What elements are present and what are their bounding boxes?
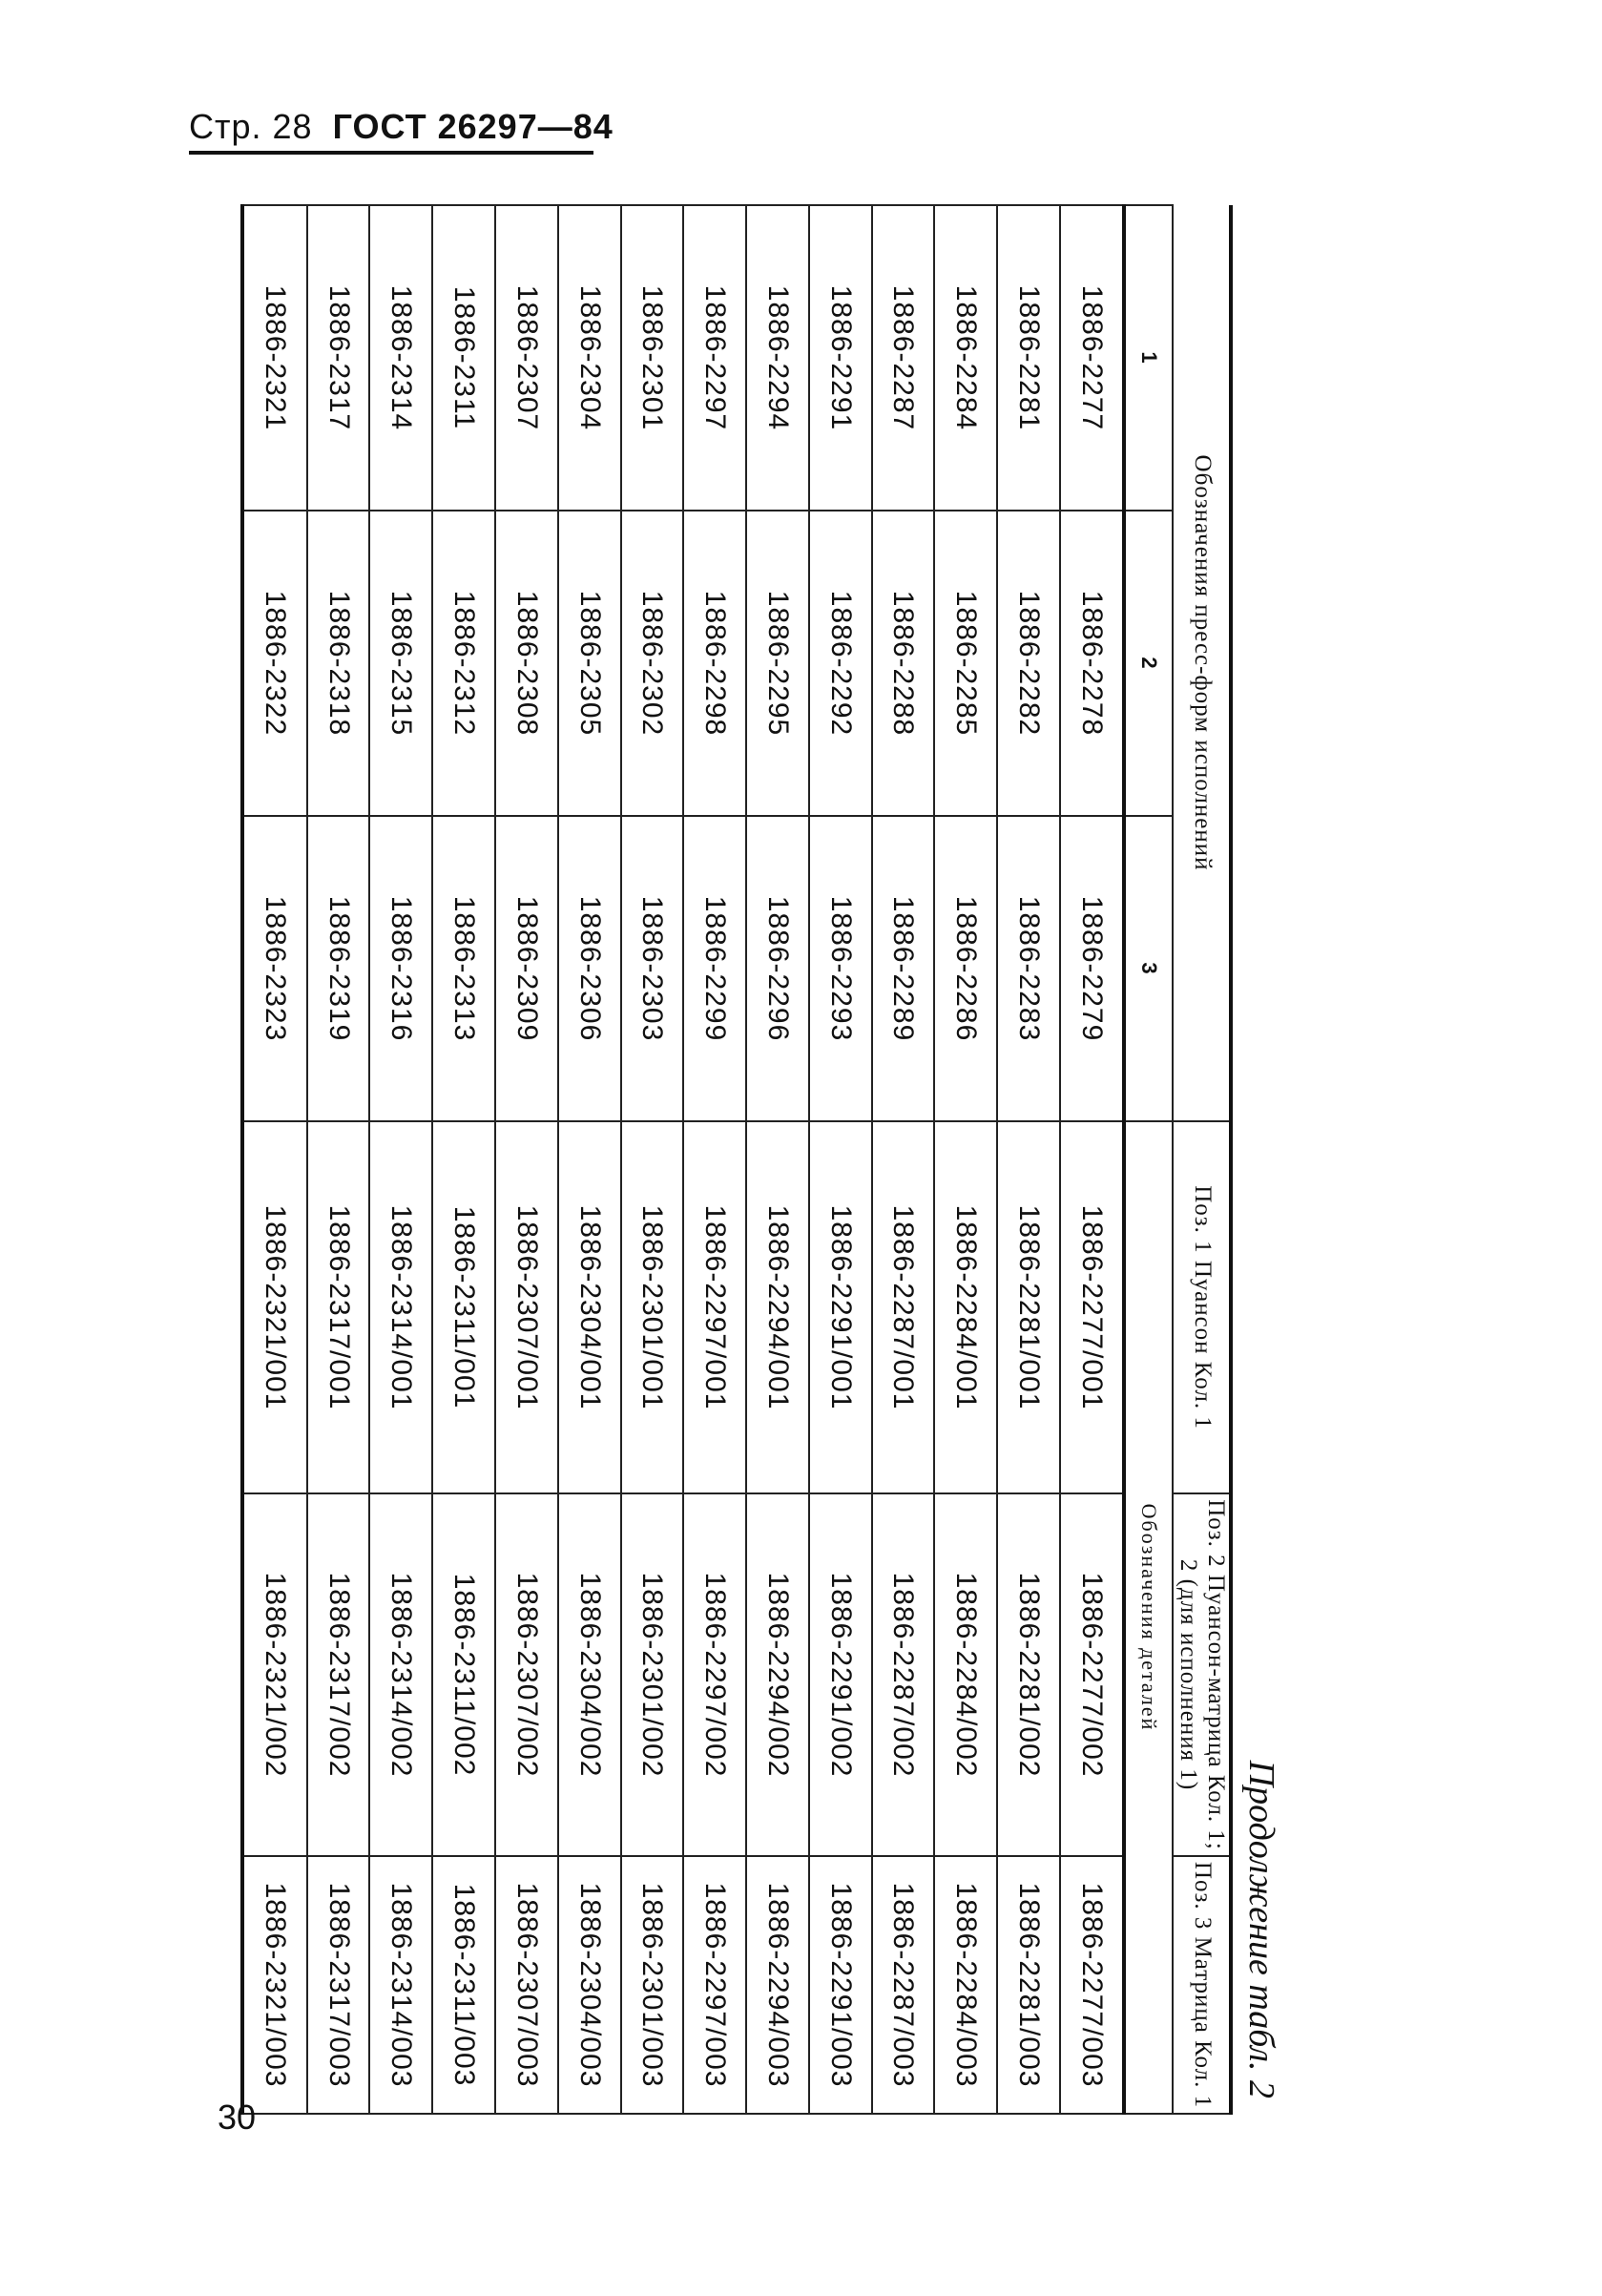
cell-design-2: 1886-2278 xyxy=(1060,511,1125,816)
table-row xyxy=(558,205,621,2114)
cell-design-1: 1886-2287 xyxy=(872,205,935,511)
group-header-designs: Обозначения пресс-форм исполнений xyxy=(1174,205,1232,1121)
cell-design-2: 1886-2318 xyxy=(307,511,370,816)
cell-design-3: 1886-2299 xyxy=(683,816,746,1121)
cell-pos2-punch-die: 1886-2281/002 xyxy=(997,1493,1060,1856)
cell-design-2: 1886-2308 xyxy=(495,511,558,816)
cell-design-2: 1886-2312 xyxy=(432,511,495,816)
subheader-details: Обозначения деталей xyxy=(1125,1121,1174,2114)
cell-design-1: 1886-2317 xyxy=(307,205,370,511)
table-row xyxy=(997,205,1060,2114)
cell-pos2-punch-die: 1886-2321/002 xyxy=(242,1493,307,1856)
cell-pos2-punch-die: 1886-2291/002 xyxy=(809,1493,872,1856)
cell-pos2-punch-die: 1886-2307/002 xyxy=(495,1493,558,1856)
cell-design-1: 1886-2301 xyxy=(621,205,684,511)
cell-design-3: 1886-2283 xyxy=(997,816,1060,1121)
cell-pos2-punch-die: 1886-2297/002 xyxy=(683,1493,746,1856)
rotated-table-block xyxy=(227,204,1286,2113)
cell-design-3: 1886-2313 xyxy=(432,816,495,1121)
cell-pos1-punch: 1886-2294/001 xyxy=(746,1121,809,1493)
cell-pos3-die: 1886-2294/003 xyxy=(746,1856,809,2114)
cell-pos1-punch: 1886-2304/001 xyxy=(558,1121,621,1493)
cell-design-1: 1886-2294 xyxy=(746,205,809,511)
cell-pos2-punch-die: 1886-2284/002 xyxy=(934,1493,997,1856)
cell-pos2-punch-die: 1886-2311/002 xyxy=(432,1493,495,1856)
cell-design-3: 1886-2319 xyxy=(307,816,370,1121)
cell-pos2-punch-die: 1886-2294/002 xyxy=(746,1493,809,1856)
cell-pos3-die: 1886-2297/003 xyxy=(683,1856,746,2114)
table-row xyxy=(683,205,746,2114)
col-header-pos1: Поз. 1 Пуансон Кол. 1 xyxy=(1174,1121,1232,1493)
cell-design-3: 1886-2306 xyxy=(558,816,621,1121)
col-header-3: 3 xyxy=(1125,816,1174,1121)
table-row xyxy=(1060,205,1125,2114)
cell-design-3: 1886-2303 xyxy=(621,816,684,1121)
cell-pos1-punch: 1886-2284/001 xyxy=(934,1121,997,1493)
cell-pos2-punch-die: 1886-2314/002 xyxy=(369,1493,432,1856)
cell-pos3-die: 1886-2304/003 xyxy=(558,1856,621,2114)
page-header xyxy=(189,107,614,147)
cell-pos3-die: 1886-2277/003 xyxy=(1060,1856,1125,2114)
cell-pos1-punch: 1886-2321/001 xyxy=(242,1121,307,1493)
col-header-pos2: Поз. 2 Пуансон-матрица Кол. 1; 2 (для исполнения 1) xyxy=(1174,1493,1232,1856)
cell-pos3-die: 1886-2284/003 xyxy=(934,1856,997,2114)
cell-design-1: 1886-2314 xyxy=(369,205,432,511)
col-header-1: 1 xyxy=(1125,205,1174,511)
table-row xyxy=(432,205,495,2114)
table-row xyxy=(495,205,558,2114)
cell-pos3-die: 1886-2301/003 xyxy=(621,1856,684,2114)
cell-design-2: 1886-2292 xyxy=(809,511,872,816)
standard-number: ГОСТ 26297—84 xyxy=(332,107,614,146)
table-row xyxy=(242,205,307,2114)
cell-design-2: 1886-2285 xyxy=(934,511,997,816)
cell-pos1-punch: 1886-2301/001 xyxy=(621,1121,684,1493)
cell-design-1: 1886-2311 xyxy=(432,205,495,511)
cell-design-3: 1886-2279 xyxy=(1060,816,1125,1121)
cell-pos2-punch-die: 1886-2317/002 xyxy=(307,1493,370,1856)
cell-pos3-die: 1886-2281/003 xyxy=(997,1856,1060,2114)
cell-pos2-punch-die: 1886-2277/002 xyxy=(1060,1493,1125,1856)
table-caption: Продолжение табл. 2 xyxy=(1241,1760,1281,2098)
cell-design-1: 1886-2281 xyxy=(997,205,1060,511)
cell-pos3-die: 1886-2291/003 xyxy=(809,1856,872,2114)
cell-pos3-die: 1886-2321/003 xyxy=(242,1856,307,2114)
cell-pos1-punch: 1886-2311/001 xyxy=(432,1121,495,1493)
cell-design-1: 1886-2291 xyxy=(809,205,872,511)
cell-pos1-punch: 1886-2287/001 xyxy=(872,1121,935,1493)
cell-design-3: 1886-2293 xyxy=(809,816,872,1121)
cell-design-2: 1886-2282 xyxy=(997,511,1060,816)
cell-design-3: 1886-2309 xyxy=(495,816,558,1121)
page-label: Стр. 28 xyxy=(189,107,313,146)
cell-pos3-die: 1886-2314/003 xyxy=(369,1856,432,2114)
cell-design-2: 1886-2288 xyxy=(872,511,935,816)
cell-design-3: 1886-2296 xyxy=(746,816,809,1121)
table-row xyxy=(872,205,935,2114)
col-header-pos3: Поз. 3 Матрица Кол. 1 xyxy=(1174,1856,1232,2114)
table-row xyxy=(307,205,370,2114)
cell-design-2: 1886-2305 xyxy=(558,511,621,816)
col-header-2: 2 xyxy=(1125,511,1174,816)
cell-pos1-punch: 1886-2297/001 xyxy=(683,1121,746,1493)
cell-pos3-die: 1886-2317/003 xyxy=(307,1856,370,2114)
cell-pos1-punch: 1886-2307/001 xyxy=(495,1121,558,1493)
cell-pos1-punch: 1886-2317/001 xyxy=(307,1121,370,1493)
cell-pos3-die: 1886-2287/003 xyxy=(872,1856,935,2114)
cell-design-2: 1886-2315 xyxy=(369,511,432,816)
cell-pos1-punch: 1886-2281/001 xyxy=(997,1121,1060,1493)
details-table xyxy=(240,204,1233,2115)
cell-pos2-punch-die: 1886-2301/002 xyxy=(621,1493,684,1856)
header-rule xyxy=(189,151,593,155)
cell-design-2: 1886-2298 xyxy=(683,511,746,816)
cell-design-1: 1886-2304 xyxy=(558,205,621,511)
cell-design-2: 1886-2322 xyxy=(242,511,307,816)
cell-design-3: 1886-2286 xyxy=(934,816,997,1121)
cell-pos2-punch-die: 1886-2287/002 xyxy=(872,1493,935,1856)
table-row xyxy=(369,205,432,2114)
cell-pos1-punch: 1886-2314/001 xyxy=(369,1121,432,1493)
cell-pos1-punch: 1886-2277/001 xyxy=(1060,1121,1125,1493)
cell-design-1: 1886-2284 xyxy=(934,205,997,511)
cell-pos2-punch-die: 1886-2304/002 xyxy=(558,1493,621,1856)
cell-design-2: 1886-2295 xyxy=(746,511,809,816)
cell-design-1: 1886-2277 xyxy=(1060,205,1125,511)
cell-design-1: 1886-2321 xyxy=(242,205,307,511)
cell-design-1: 1886-2307 xyxy=(495,205,558,511)
cell-design-1: 1886-2297 xyxy=(683,205,746,511)
table-row xyxy=(621,205,684,2114)
cell-pos3-die: 1886-2307/003 xyxy=(495,1856,558,2114)
cell-design-2: 1886-2302 xyxy=(621,511,684,816)
table-body xyxy=(242,205,1125,2114)
cell-pos3-die: 1886-2311/003 xyxy=(432,1856,495,2114)
table-row xyxy=(809,205,872,2114)
cell-design-3: 1886-2323 xyxy=(242,816,307,1121)
cell-pos1-punch: 1886-2291/001 xyxy=(809,1121,872,1493)
table-row xyxy=(746,205,809,2114)
page-number: 30 xyxy=(218,2098,257,2137)
table-row xyxy=(934,205,997,2114)
cell-design-3: 1886-2289 xyxy=(872,816,935,1121)
cell-design-3: 1886-2316 xyxy=(369,816,432,1121)
